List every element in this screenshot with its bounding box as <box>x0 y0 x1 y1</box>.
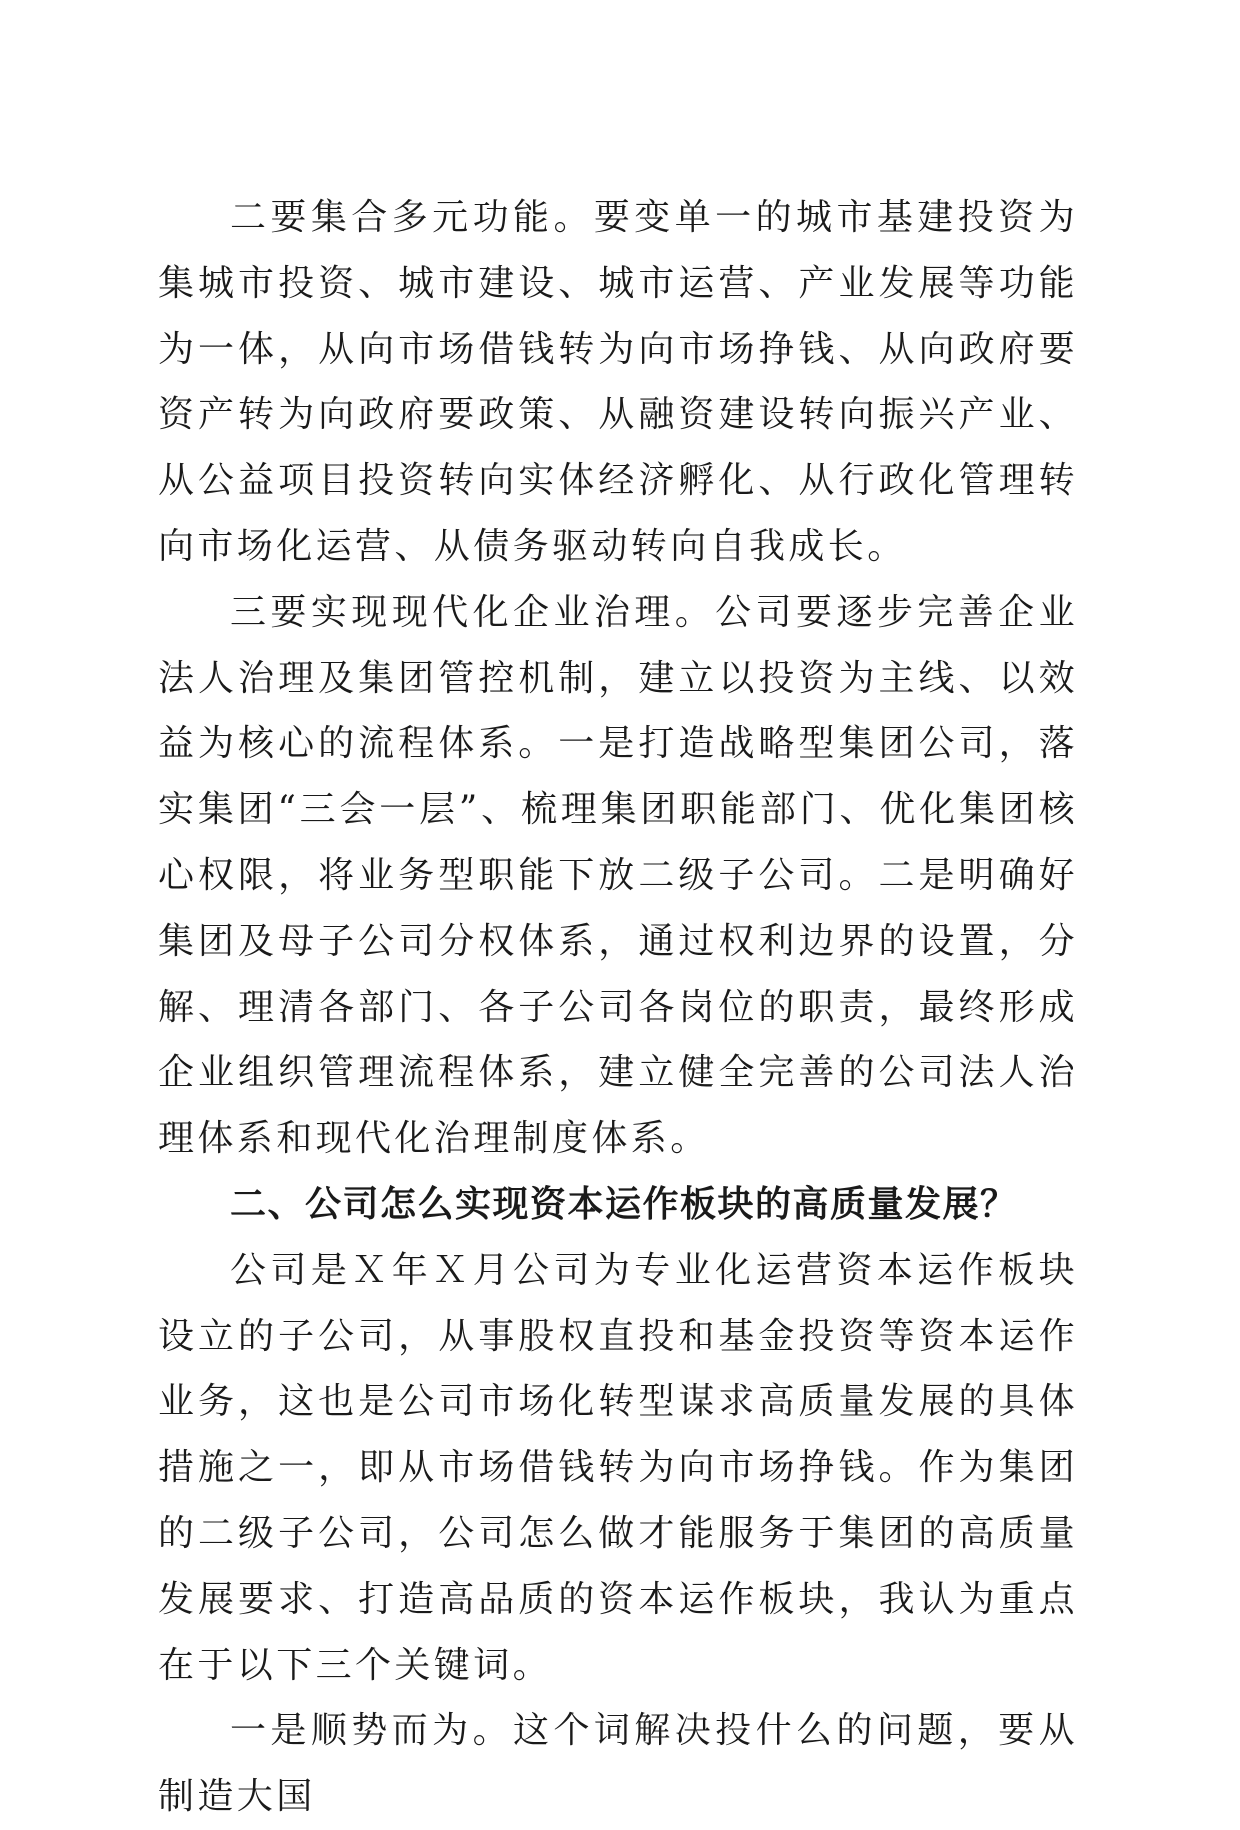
paragraph-capital-subsidiary: 公司是Ｘ年Ｘ月公司为专业化运营资本运作板块设立的子公司，从事股权直投和基金投资等资本运作业务，这也是公司市场化转型谋求高质量发展的具体措施之一，即从市场借钱转为向市场挣钱。作为集团的二级子公司，公司怎么做才能服务于集团的高质量发展要求、打造高品质的资本运作板块，我认为重点在于以下三个关键词。 <box>158 1249 1078 1686</box>
section-heading: 二、公司怎么实现资本运作板块的高质量发展？ <box>230 1183 1018 1225</box>
paragraph-follow-trend: 一是顺势而为。这个词解决投什么的问题，要从制造大国 <box>158 1710 1078 1818</box>
paragraph-multi-function: 二要集合多元功能。要变单一的城市基建投资为集城市投资、城市建设、城市运营、产业发展等功能为一体，从向市场借钱转为向市场挣钱、从向政府要资产转为向政府要政策、从融资建设转向振兴产业、从公益项目投资转向实体经济孵化、从行政化管理转向市场化运营、从债务驱动转向自我成长。 <box>158 197 1078 567</box>
paragraph-modern-governance: 三要实现现代化企业治理。公司要逐步完善企业法人治理及集团管控机制，建立以投资为主线、以效益为核心的流程体系。一是打造战略型集团公司，落实集团“三会一层”、梳理集团职能部门、优化集团核心权限，将业务型职能下放二级子公司。二是明确好集团及母子公司分权体系，通过权利边界的设置，分解、理清各部门、各子公司各岗位的职责，最终形成企业组织管理流程体系，建立健全完善的公司法人治理体系和现代化治理制度体系。 <box>158 591 1078 1160</box>
document-body <box>158 185 1078 1830</box>
